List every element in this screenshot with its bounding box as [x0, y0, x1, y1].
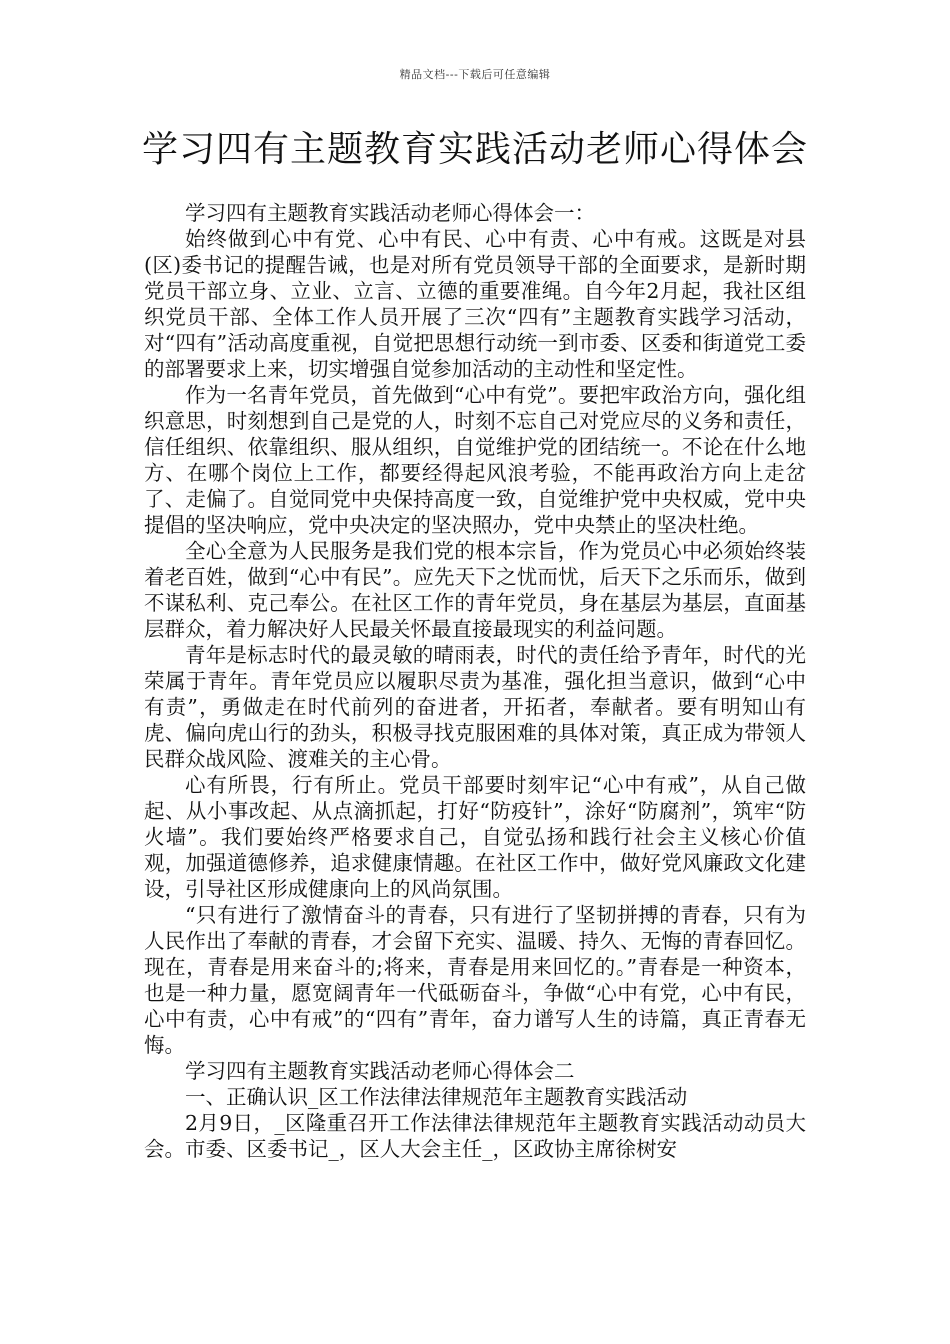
- paragraph: 作为一名青年党员，首先做到“心中有党”。要把牢政治方向，强化组织意思，时刻想到自己是党的人，时刻不忘自己对党应尽的义务和责任，信任组织、依靠组织、服从组织，自觉维护党的团结统一。不论在什么地方、在哪个岗位上工作，都要经得起风浪考验，不能再政治方向上走岔了、走偏了。自觉同党中央保持高度一致，自觉维护党中央权威，党中央提倡的坚决响应，党中央决定的坚决照办，党中央禁止的坚决杜绝。: [144, 383, 806, 537]
- section-heading: 学习四有主题教育实践活动老师心得体会二: [185, 1059, 575, 1083]
- paragraph-intro-heading: 学习四有主题教育实践活动老师心得体会一：: [185, 201, 595, 225]
- paragraph: 始终做到心中有党、心中有民、心中有责、心中有戒。这既是对县(区)委书记的提醒告诫，也是对所有党员领导干部的全面要求，是新时期党员干部立身、立业、立言、立德的重要准绳。自今年2月起，我社区组织党员干部、全体工作人员开展了三次“四有”主题教育实践学习活动，对“四有”活动高度重视，自觉把思想行动统一到市委、区委和街道党工委的部署要求上来，切实增强自觉参加活动的主动性和坚定性。: [144, 227, 806, 381]
- subsection-heading: 一、正确认识_区工作法律法律规范年主题教育实践活动: [185, 1085, 688, 1109]
- paragraph: 全心全意为人民服务是我们党的根本宗旨，作为党员心中必须始终装着老百姓，做到“心中有民”。应先天下之忧而忧，后天下之乐而乐，做到不谋私利、克己奉公。在社区工作的青年党员，身在基层为基层，直面基层群众，着力解决好人民最关怀最直接最现实的利益问题。: [144, 539, 806, 641]
- paragraph: 心有所畏，行有所止。党员干部要时刻牢记“心中有戒”，从自己做起、从小事改起、从点滴抓起，打好“防疫针”，涂好“防腐剂”，筑牢“防火墙”。我们要始终严格要求自己，自觉弘扬和践行社会主义核心价值观，加强道德修养，追求健康情趣。在社区工作中，做好党风廉政文化建设，引导社区形成健康向上的风尚氛围。: [144, 773, 806, 901]
- document-body: [144, 200, 806, 1162]
- paragraph: 2月9日，_区隆重召开工作法律法律规范年主题教育实践活动动员大会。市委、区委书记_，区人大会主任_，区政协主席徐树安: [144, 1111, 806, 1161]
- page-header-note: 精品文档---下载后可任意编辑: [399, 68, 551, 81]
- document-title: 学习四有主题教育实践活动老师心得体会: [141, 129, 808, 170]
- paragraph-quote: “只有进行了激情奋斗的青春，只有进行了坚韧拼搏的青春，只有为人民作出了奉献的青春，才会留下充实、温暖、持久、无悔的青春回忆。现在，青春是用来奋斗的;将来，青春是用来回忆的。”青春是一种资本，也是一种力量，愿宽阔青年一代砥砺奋斗，争做“心中有党，心中有民，心中有责，心中有戒”的“四有”青年，奋力谱写人生的诗篇，真正青春无悔。: [144, 903, 806, 1057]
- paragraph: 青年是标志时代的最灵敏的晴雨表，时代的责任给予青年，时代的光荣属于青年。青年党员应以履职尽责为基准，强化担当意识，做到“心中有责”，勇做走在时代前列的奋进者，开拓者，奉献者。要有明知山有虎、偏向虎山行的劲头，积极寻找克服困难的具体对策，真正成为带领人民群众战风险、渡难关的主心骨。: [144, 643, 806, 771]
